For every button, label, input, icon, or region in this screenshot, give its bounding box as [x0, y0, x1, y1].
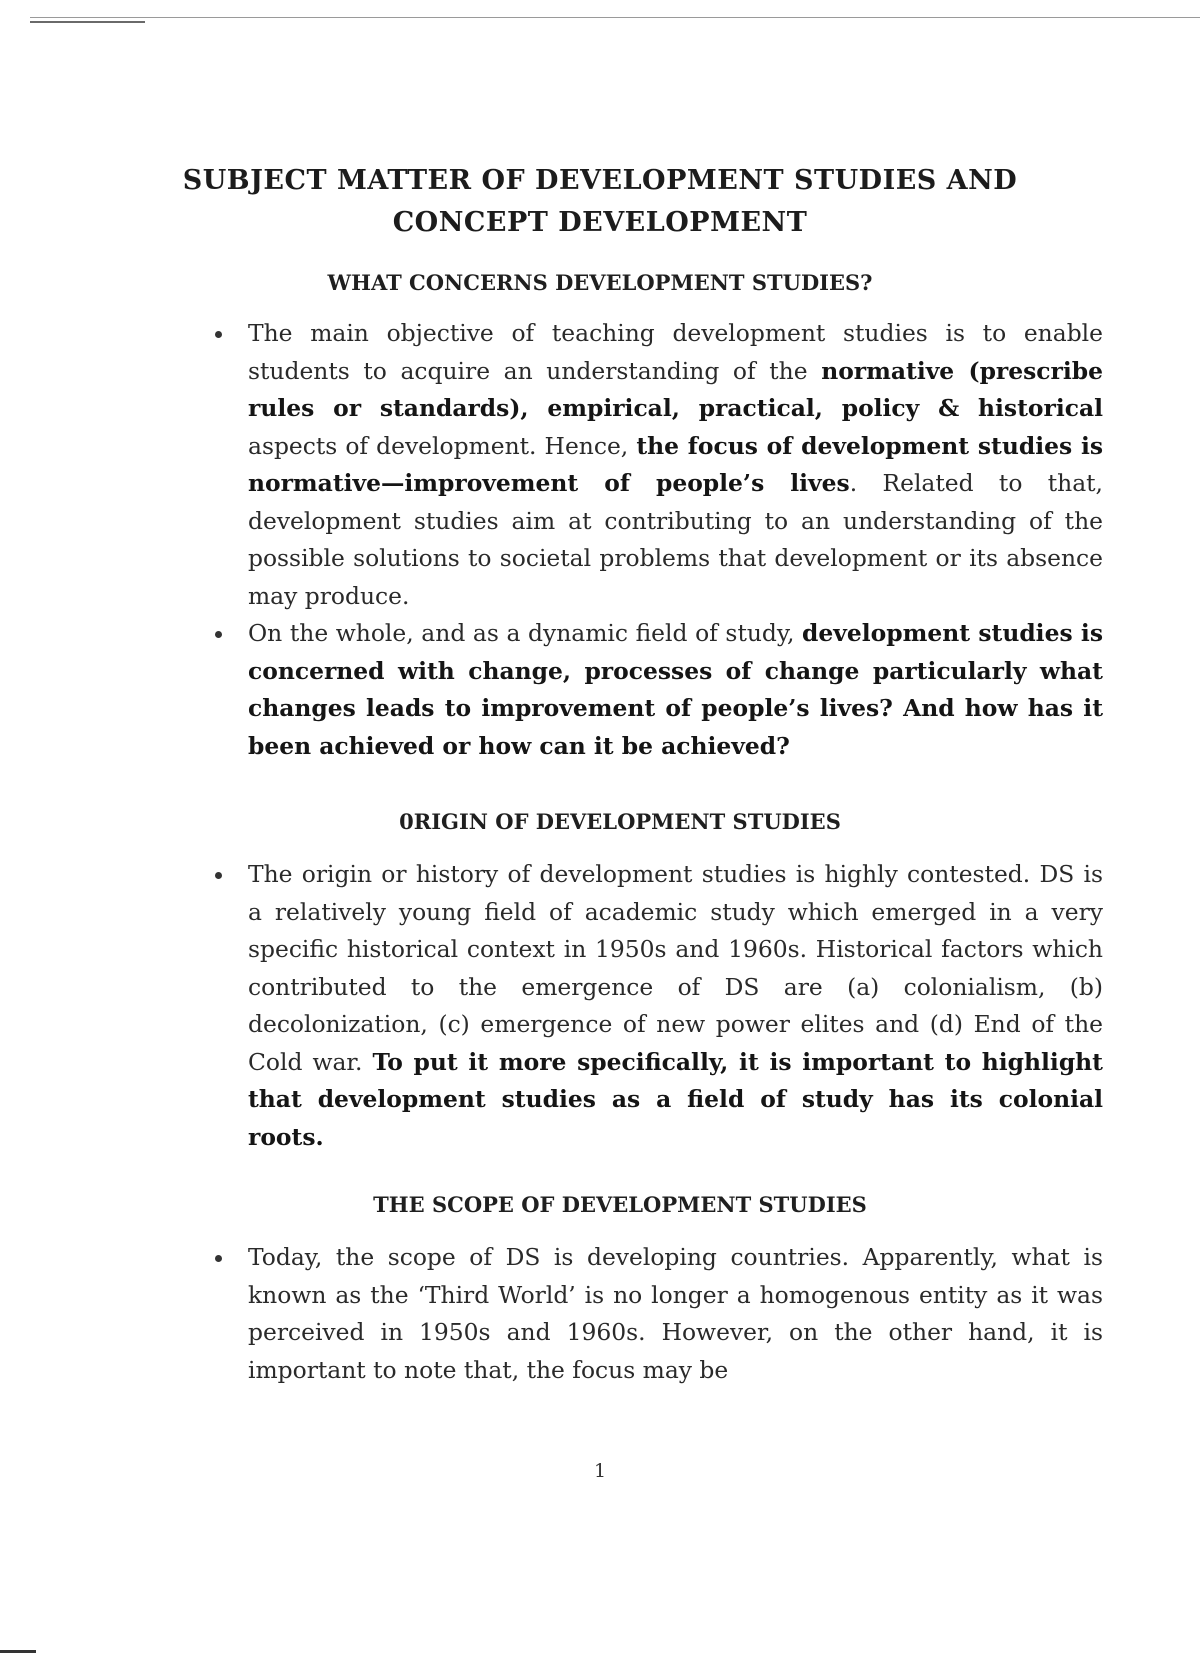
- bullet-dot: [215, 872, 222, 879]
- document-page: [0, 160, 1200, 1389]
- bullet-text: The main objective of teaching development studies is to enable students to acquire an understanding of the: [248, 319, 1103, 385]
- bullet-objective: [248, 315, 1103, 615]
- section-scope-bullets: [248, 1239, 1103, 1389]
- bold-text: normative (prescribe rules or standards), empirical, practical, policy & historical: [248, 356, 1103, 422]
- bold-text: development studies is concerned with change, processes of change particularly what changes leads to improvement of people’s lives? And how has it been achieved or how can it be achieved?: [248, 619, 1103, 760]
- bullet-dot: [215, 631, 222, 638]
- scan-top-rule-left: [30, 21, 145, 23]
- bullet-dot: [215, 1255, 222, 1262]
- scan-corner-mark: [0, 1650, 36, 1653]
- section-origin-bullets: [248, 856, 1103, 1156]
- scan-top-rule: [30, 17, 1200, 18]
- bullet-dot: [215, 331, 222, 338]
- section-heading-origin: 0RIGIN OF DEVELOPMENT STUDIES: [399, 809, 841, 834]
- bold-text: the focus of development studies is normative—improvement of people’s lives: [248, 431, 1103, 497]
- bullet-dynamic-field: [248, 615, 1103, 765]
- bold-text: To put it more specifically, it is important to highlight that development studies as a field of study has its colonial roots.: [248, 1047, 1103, 1151]
- document-title: SUBJECT MATTER OF DEVELOPMENT STUDIES AND CONCEPT DEVELOPMENT: [182, 165, 1018, 238]
- page-number: 1: [593, 1460, 607, 1482]
- bullet-text: . Related to that, development studies aim at contributing to an understanding of the possible solutions to societal problems that development or its absence may produce.: [248, 469, 1103, 610]
- section-concerns-bullets: [248, 315, 1103, 765]
- bullet-text: On the whole, and as a dynamic field of study,: [248, 619, 803, 647]
- bullet-text: Today, the scope of DS is developing countries. Apparently, what is known as the ‘Third World’ is no longer a homogenous entity as it was perceived in 1950s and 1960s. However, on the other hand, it is important to note that, the focus may be: [248, 1243, 1103, 1384]
- section-heading-scope: THE SCOPE OF DEVELOPMENT STUDIES: [373, 1192, 867, 1217]
- bullet-text: The origin or history of development studies is highly contested. DS is a relatively young field of academic study which emerged in a very specific historical context in 1950s and 1960s. Historical factors which contributed to the emergence of DS are (a) colonialism, (b) decolonization, (c) emergence of new power elites and (d) End of the Cold war.: [248, 860, 1103, 1076]
- bullet-text: aspects of development. Hence,: [248, 431, 637, 460]
- section-heading-concerns: WHAT CONCERNS DEVELOPMENT STUDIES?: [327, 270, 873, 295]
- bullet-scope: [248, 1239, 1103, 1389]
- bullet-origin-history: [248, 856, 1103, 1156]
